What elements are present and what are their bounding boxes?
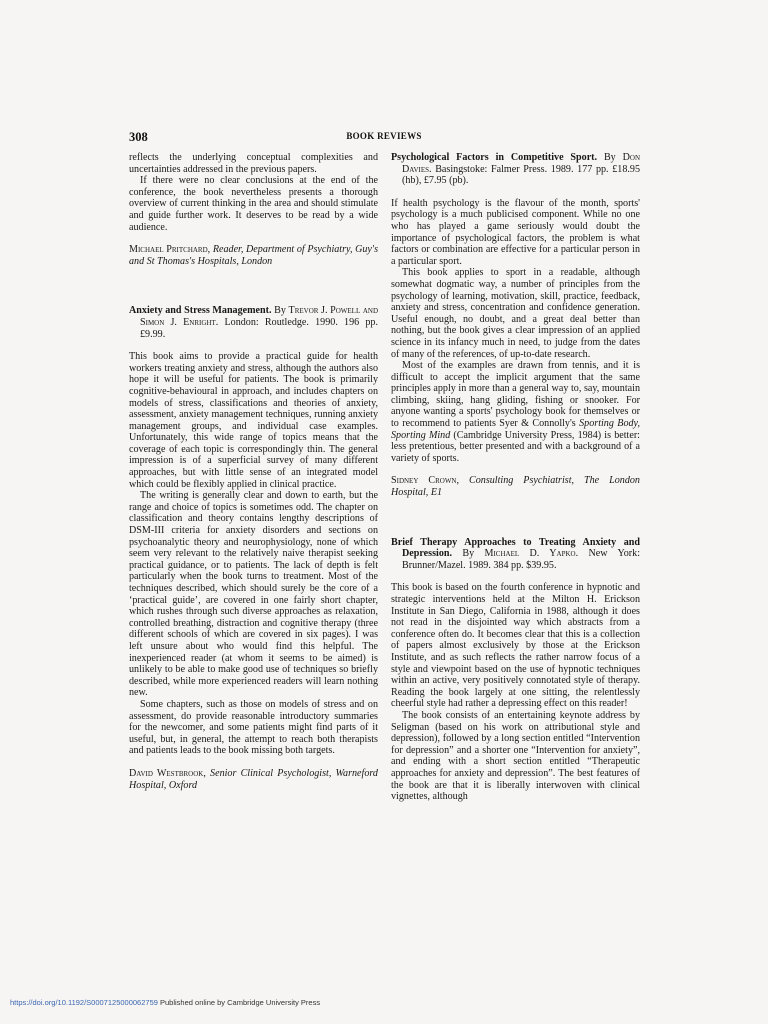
left-column xyxy=(129,152,378,791)
paragraph-text: Most of the examples are drawn from tennis, and it is difficult to accept the implicit argument that the same principles apply in more than a general way to, say, mountain climbing, skiing, hang gliding, fishing or snooker. For anyone wanting a sports' psychology book for themselves or to recommend to patients Syer & Connolly's xyxy=(391,360,640,430)
body-paragraph: This book aims to provide a practical guide for health workers treating anxiety and stress, although the authors also hope it will be useful for patients. The book is primarily cognitive-behavioural in approach, and includes chapters on models of stress, classifications and theories of anxiety, assessment, anxiety management techniques, running anxiety management groups, and individual case examples. Unfortunately, this wide range of topics means that the coverage of each topic is correspondingly thin. The general impression is of a superficial survey of many different approaches, but with little sense of an integrated model which could be flexibly applied in clinical practice. xyxy=(129,351,378,490)
reviewer-name: David Westbrook, xyxy=(129,767,206,779)
book-publication: New York: Brunner/Mazel. 1989. 384 pp. $39.95. xyxy=(402,548,641,571)
doi-link[interactable]: https://doi.org/10.1192/S0007125000062759 xyxy=(10,998,158,1007)
body-paragraph xyxy=(391,360,640,464)
body-paragraph: If there were no clear conclusions at the end of the conference, the book nevertheless presents a thorough overview of current thinking in the area and should stimulate and guide further work. It deserves to be read by a wide audience. xyxy=(129,175,378,233)
book-authors: Michael D. Yapko. xyxy=(484,548,579,560)
body-paragraph: This book applies to sport in a readable, although somewhat dogmatic way, a number of principles from the psychology of learning, motivation, skill, practice, feedback, anxiety and stress, concentration and confidence generation. Useful enough, no doubt, and a great deal better than nothing, but the book gives a clear impression of an applied science in its infancy much in need, to judge from the dates of many of the references, of up-to-date research. xyxy=(391,267,640,360)
body-paragraph: The writing is generally clear and down to earth, but the range and choice of topics is sometimes odd. The chapter on classification and theory contains lengthy descriptions of DSM-III criteria for anxiety disorders and sections on psychoanalytic theory and neurophysiology, none of which seem very relevant to the relatively naive therapist seeking practical guidance, or to patients. The lack of depth is felt particularly when the book turns to treatment. Most of the techniques described, which should surely be the core of a ‘practical guide’, are covered in one fairly short chapter, which rushes through such diverse approaches as relaxation, controlled breathing, distraction and cognitive therapy (three different schools of which are covered in six pages). I was left unsure about who would find this helpful. The inexperienced reader (at whom it seems to be aimed) is unlikely to be able to make good use of techniques so briefly described, while more experienced readers will learn nothing new. xyxy=(129,490,378,699)
book-title: Brief Therapy Approaches to Treating Anxiety and Depression. xyxy=(391,536,640,560)
book-heading xyxy=(391,537,640,572)
book-heading xyxy=(129,305,378,340)
book-title: Psychological Factors in Competitive Sport. xyxy=(391,152,598,163)
body-paragraph: This book is based on the fourth conference in hypnotic and strategic interventions held at the Milton H. Erickson Institute in San Diego, California in 1988, although it does not read in the disjointed way which abstracts from a conference often do. It becomes clear that this is a collection of papers almost exclusively by those at the Erickson Institute, and as such reflects the rather narrow focus of a style and viewpoint based on the use of hypnotic techniques within an active, very positively connotated style of therapy. Reading the book largely at one sitting, the relentlessly cheerful style had rather a depressing effect on this reader! xyxy=(391,582,640,710)
reviewer-signature xyxy=(391,475,640,498)
page-header xyxy=(129,130,639,144)
published-note: Published online by Cambridge University Press xyxy=(160,998,321,1007)
book-title: Anxiety and Stress Management. xyxy=(129,305,272,317)
book-authors: Don Davies. xyxy=(402,152,640,175)
by-word: By xyxy=(603,152,616,163)
paragraph-text: (Cambridge University Press, 1984) is better: less pretentious, better presented and with a background of a variety of sports. xyxy=(391,429,640,464)
reviewer-signature xyxy=(129,244,378,267)
reviewer-signature xyxy=(129,768,378,791)
reviewer-name: Michael Pritchard, xyxy=(129,244,211,256)
body-paragraph: Some chapters, such as those on models of stress and on assessment, do provide reasonable introductory summaries for the newcomer, and some patients might find parts of it useful, but, in general, the attempt to reach both therapists and patients leads to the book missing both targets. xyxy=(129,698,378,757)
book-heading xyxy=(391,152,640,187)
cited-book-title: Sporting Body, Sporting Mind xyxy=(391,418,640,441)
continued-paragraph: reflects the underlying conceptual complexities and uncertainties addressed in the previous papers. xyxy=(129,152,378,175)
by-word: By xyxy=(274,305,286,317)
by-word: By xyxy=(462,548,475,560)
running-head: BOOK REVIEWS xyxy=(346,131,422,141)
body-paragraph: If health psychology is the flavour of the month, sports' psychology is a much publicised component. While no one who has played a game seriously would doubt the importance of psychological factors, the problem is what factors or combination are effective for a particular person in a particular sport. xyxy=(391,197,640,267)
right-column xyxy=(391,152,640,803)
page-footer xyxy=(10,998,320,1007)
book-publication: London: Routledge. 1990. 196 pp. £9.99. xyxy=(140,316,379,340)
book-publication: Basingstoke: Falmer Press. 1989. 177 pp. £18.95 (hb), £7.95 (pb). xyxy=(402,163,640,187)
reviewer-affiliation: Senior Clinical Psychologist, Warneford Hospital, Oxford xyxy=(129,767,378,791)
body-paragraph: The book consists of an entertaining keynote address by Seligman (based on his work on attributional style and depression), followed by a long section entitled “Intervention for depression” and a shorter one “Intervention for anxiety”, and ending with a short section entitled “Therapeutic approaches for anxiety and depression”. The best features of the book are that it is liberally interwoven with clinical vignettes, although xyxy=(391,709,640,803)
book-authors: Trevor J. Powell and Simon J. Enright. xyxy=(140,305,378,328)
page-number: 308 xyxy=(129,130,148,144)
reviewer-affiliation: Reader, Department of Psychiatry, Guy's and St Thomas's Hospitals, London xyxy=(129,244,379,267)
reviewer-name: Sidney Crown, xyxy=(391,475,460,487)
reviewer-affiliation: Consulting Psychiatrist, The London Hospital, E1 xyxy=(391,475,640,499)
